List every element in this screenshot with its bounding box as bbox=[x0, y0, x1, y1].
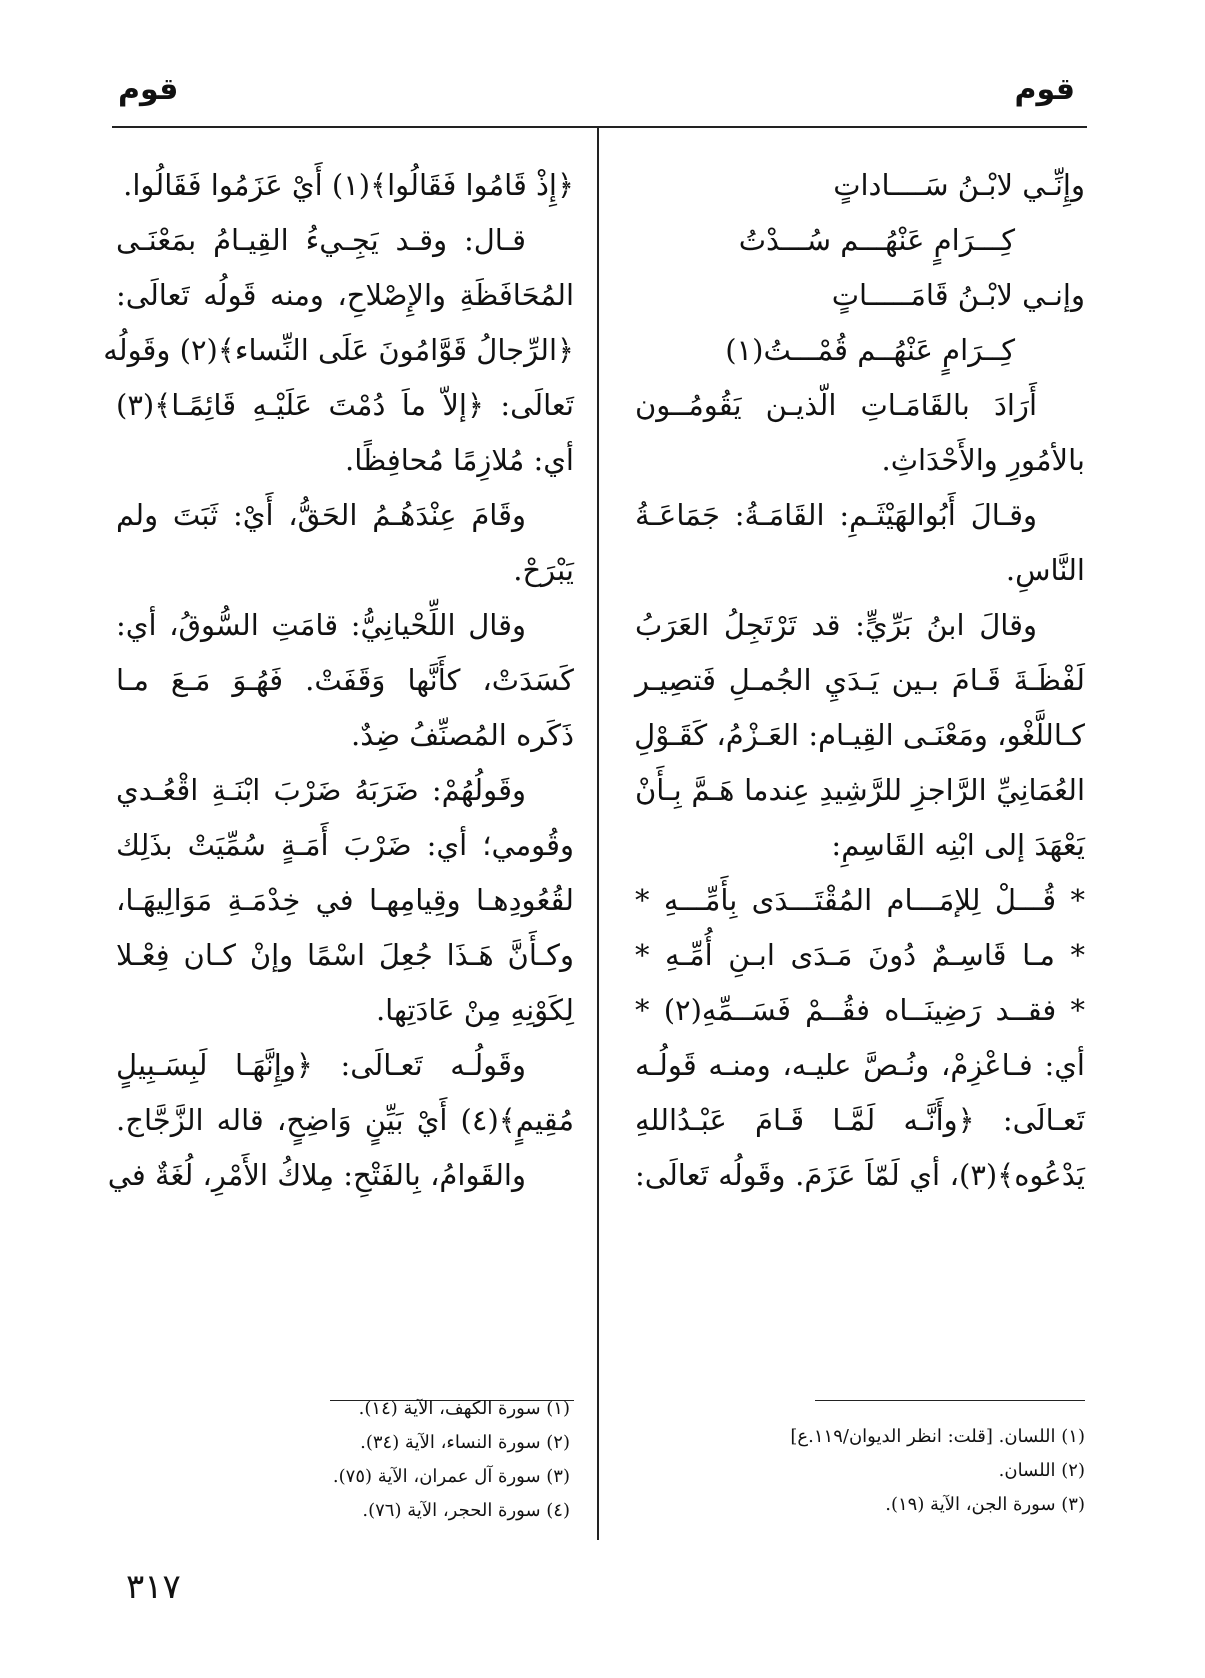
text-line: وقالَ ابنُ بَرِّيٍّ: قد تَرْتَجِلُ العَرَبُ bbox=[635, 608, 1037, 642]
text-line: لقُعُودِهـا وقِيامِهـا في خِدْمَـةِ مَوَالِيهَـا، bbox=[116, 883, 574, 917]
text-line: قـال: وقـد يَجِـيءُ القِيـامُ بمَعْنَـى bbox=[116, 223, 526, 257]
footnote: (٣) سورة آل عمران، الآية (٧٥). bbox=[332, 1466, 570, 1487]
footnote: (١) سورة الكهف، الآية (١٤). bbox=[358, 1398, 570, 1419]
running-head-left: قوم bbox=[118, 72, 179, 107]
verse-line: * مـا قَاسِـمٌ دُونَ مَـدَى ابـنِ أُمِّـهِ * bbox=[635, 938, 1085, 972]
footnote: (٤) سورة الحجر، الآية (٧٦). bbox=[362, 1500, 570, 1521]
text-line: العُمَانِيِّ الرَّاجزِ للرَّشِيدِ عِندما هَـمَّ بِـأَنْ bbox=[635, 773, 1085, 807]
text-line: يَدْعُوه﴾(٣)، أي لَمّاَ عَزَمَ. وقَولُه تَعالَى: bbox=[635, 1158, 1085, 1192]
text-line: أي: مُلازِمًا مُحافِظًا. bbox=[345, 443, 574, 477]
text-line: كِـــرَامٍ عَنْهُـــم سُـــدْتُ bbox=[738, 223, 1015, 257]
footnote: (٢) سورة النساء، الآية (٣٤). bbox=[360, 1432, 570, 1453]
text-line: وكـأَنَّ هَـذَا جُعِلَ اسْمًا وإنْ كـان فِعْـلا bbox=[116, 938, 574, 972]
verse-line: * قُـــلْ لِلإمَـــام المُقْتَـــدَى بِأَمِّـــهِ * bbox=[635, 883, 1085, 917]
header-rule bbox=[112, 126, 1087, 128]
text-line: كـاللَّغْو، ومَعْنَـى القِيـام: العَـزْمُ، كَقَـوْلِ bbox=[634, 718, 1085, 752]
text-line: تَعالَى: ﴿إلاّ ماَ دُمْتَ عَلَيْـهِ قَائِمًـا﴾(٣) bbox=[116, 388, 574, 422]
text-line: كَسَدَتْ، كأَنَّها وَقَفَتْ. فَهُـوَ مَـعَ مـا bbox=[116, 663, 574, 697]
page-number: ٣١٧ bbox=[126, 1567, 181, 1607]
footnote: (٢) اللسان. bbox=[998, 1460, 1085, 1481]
footnote: (٣) سورة الجن، الآية (١٩). bbox=[885, 1494, 1085, 1515]
running-head-right: قوم bbox=[1014, 72, 1075, 107]
text-line: أَرَادَ بالقَامَـاتِ الّذيـن يَقُومُــون bbox=[635, 388, 1037, 422]
text-line: وإنـي لابْـنُ قَامَـــــاتٍ bbox=[831, 278, 1085, 312]
text-line: المُحَافَظَةِ والإِصْلاحِ، ومنه قَولُه تَعالَى: bbox=[116, 278, 574, 312]
footnote: (١) اللسان. [قلت: انظر الديوان/١١٩.ع] bbox=[790, 1426, 1085, 1447]
text-line: مُقِيمٍ﴾(٤) أَيْ بَيِّنٍ وَاضِحٍ، قاله الزَّجَّاج. bbox=[116, 1103, 574, 1137]
text-line: النَّاسِ. bbox=[1005, 553, 1085, 587]
text-line: وقَولُـه تَعـالَى: ﴿وإِنَّهَـا لَبِسَـبِيلٍ bbox=[116, 1048, 526, 1082]
text-line: وإِنِّـي لابْـنُ سَــــاداتٍ bbox=[833, 168, 1085, 202]
text-line: يَبْرَحْ. bbox=[513, 553, 574, 587]
verse-line: * فقــد رَضِينَــاه فقُــمْ فَسَــمِّهِ(٢) * bbox=[635, 993, 1085, 1027]
text-line: والقَوامُ، بِالفَتْحِ: مِلاكُ الأَمْرِ، لُغَةٌ في bbox=[107, 1158, 526, 1192]
text-line: ﴿إِذْ قَامُوا فَقَالُوا﴾(١) أَيْ عَزَمُوا فَقَالُوا. bbox=[123, 168, 574, 202]
text-line: تَعـالَى: ﴿وأَنَّـه لَمَّـا قَـامَ عَبْـدُاللهِ bbox=[635, 1103, 1085, 1137]
footnotes-left bbox=[120, 1392, 570, 1528]
text-line: وقَامَ عِنْدَهُـمُ الحَقُّ، أَيْ: ثَبَتَ ولم bbox=[116, 498, 526, 532]
footnote-rule-right bbox=[815, 1400, 1085, 1401]
text-line: وقـالَ أَبُوالهَيْثَـمِ: القَامَـةُ: جَمَاعَـةُ bbox=[635, 498, 1037, 532]
left-column bbox=[103, 158, 574, 1203]
text-line: لِكَوْنِهِ مِنْ عَادَتِها. bbox=[375, 993, 574, 1027]
text-line: بالأمُورِ والأَحْدَاثِ. bbox=[881, 443, 1085, 477]
text-line: وقَولُهُمْ: ضَرَبَهُ ضَرْبَ ابْنَـةِ اقْعُـدي bbox=[116, 773, 526, 807]
text-line: أي: فـاعْزِمْ، ونُـصَّ عليـه، ومنـه قَولُـه bbox=[635, 1048, 1085, 1082]
column-divider bbox=[597, 128, 599, 1540]
text-line: لَفْظَـةَ قَـامَ بـين يَـدَيِ الجُمـلِ فَتصِيـر bbox=[635, 663, 1085, 697]
text-line: يَعْهَدَ إلى ابْنِه القَاسِمِ: bbox=[831, 828, 1085, 862]
right-column bbox=[635, 158, 1085, 1203]
text-line: ذَكَره المُصنِّفُ ضِدٌ. bbox=[351, 718, 574, 752]
text-line: وقُومي؛ أي: ضَرْبَ أَمَـةٍ سُمِّيَتْ بذَلِك bbox=[116, 828, 574, 862]
text-line: كِــرَامٍ عَنْهُــم قُمْـــتُ(١) bbox=[725, 333, 1015, 367]
text-line: وقال اللِّحْيانِيُّ: قامَتِ السُّوقُ، أي: bbox=[116, 608, 526, 642]
footnotes-right bbox=[635, 1420, 1085, 1522]
text-line: ﴿الرِّجالُ قَوَّامُونَ عَلَى النِّساء﴾(٢) وقَولُه bbox=[103, 333, 574, 367]
